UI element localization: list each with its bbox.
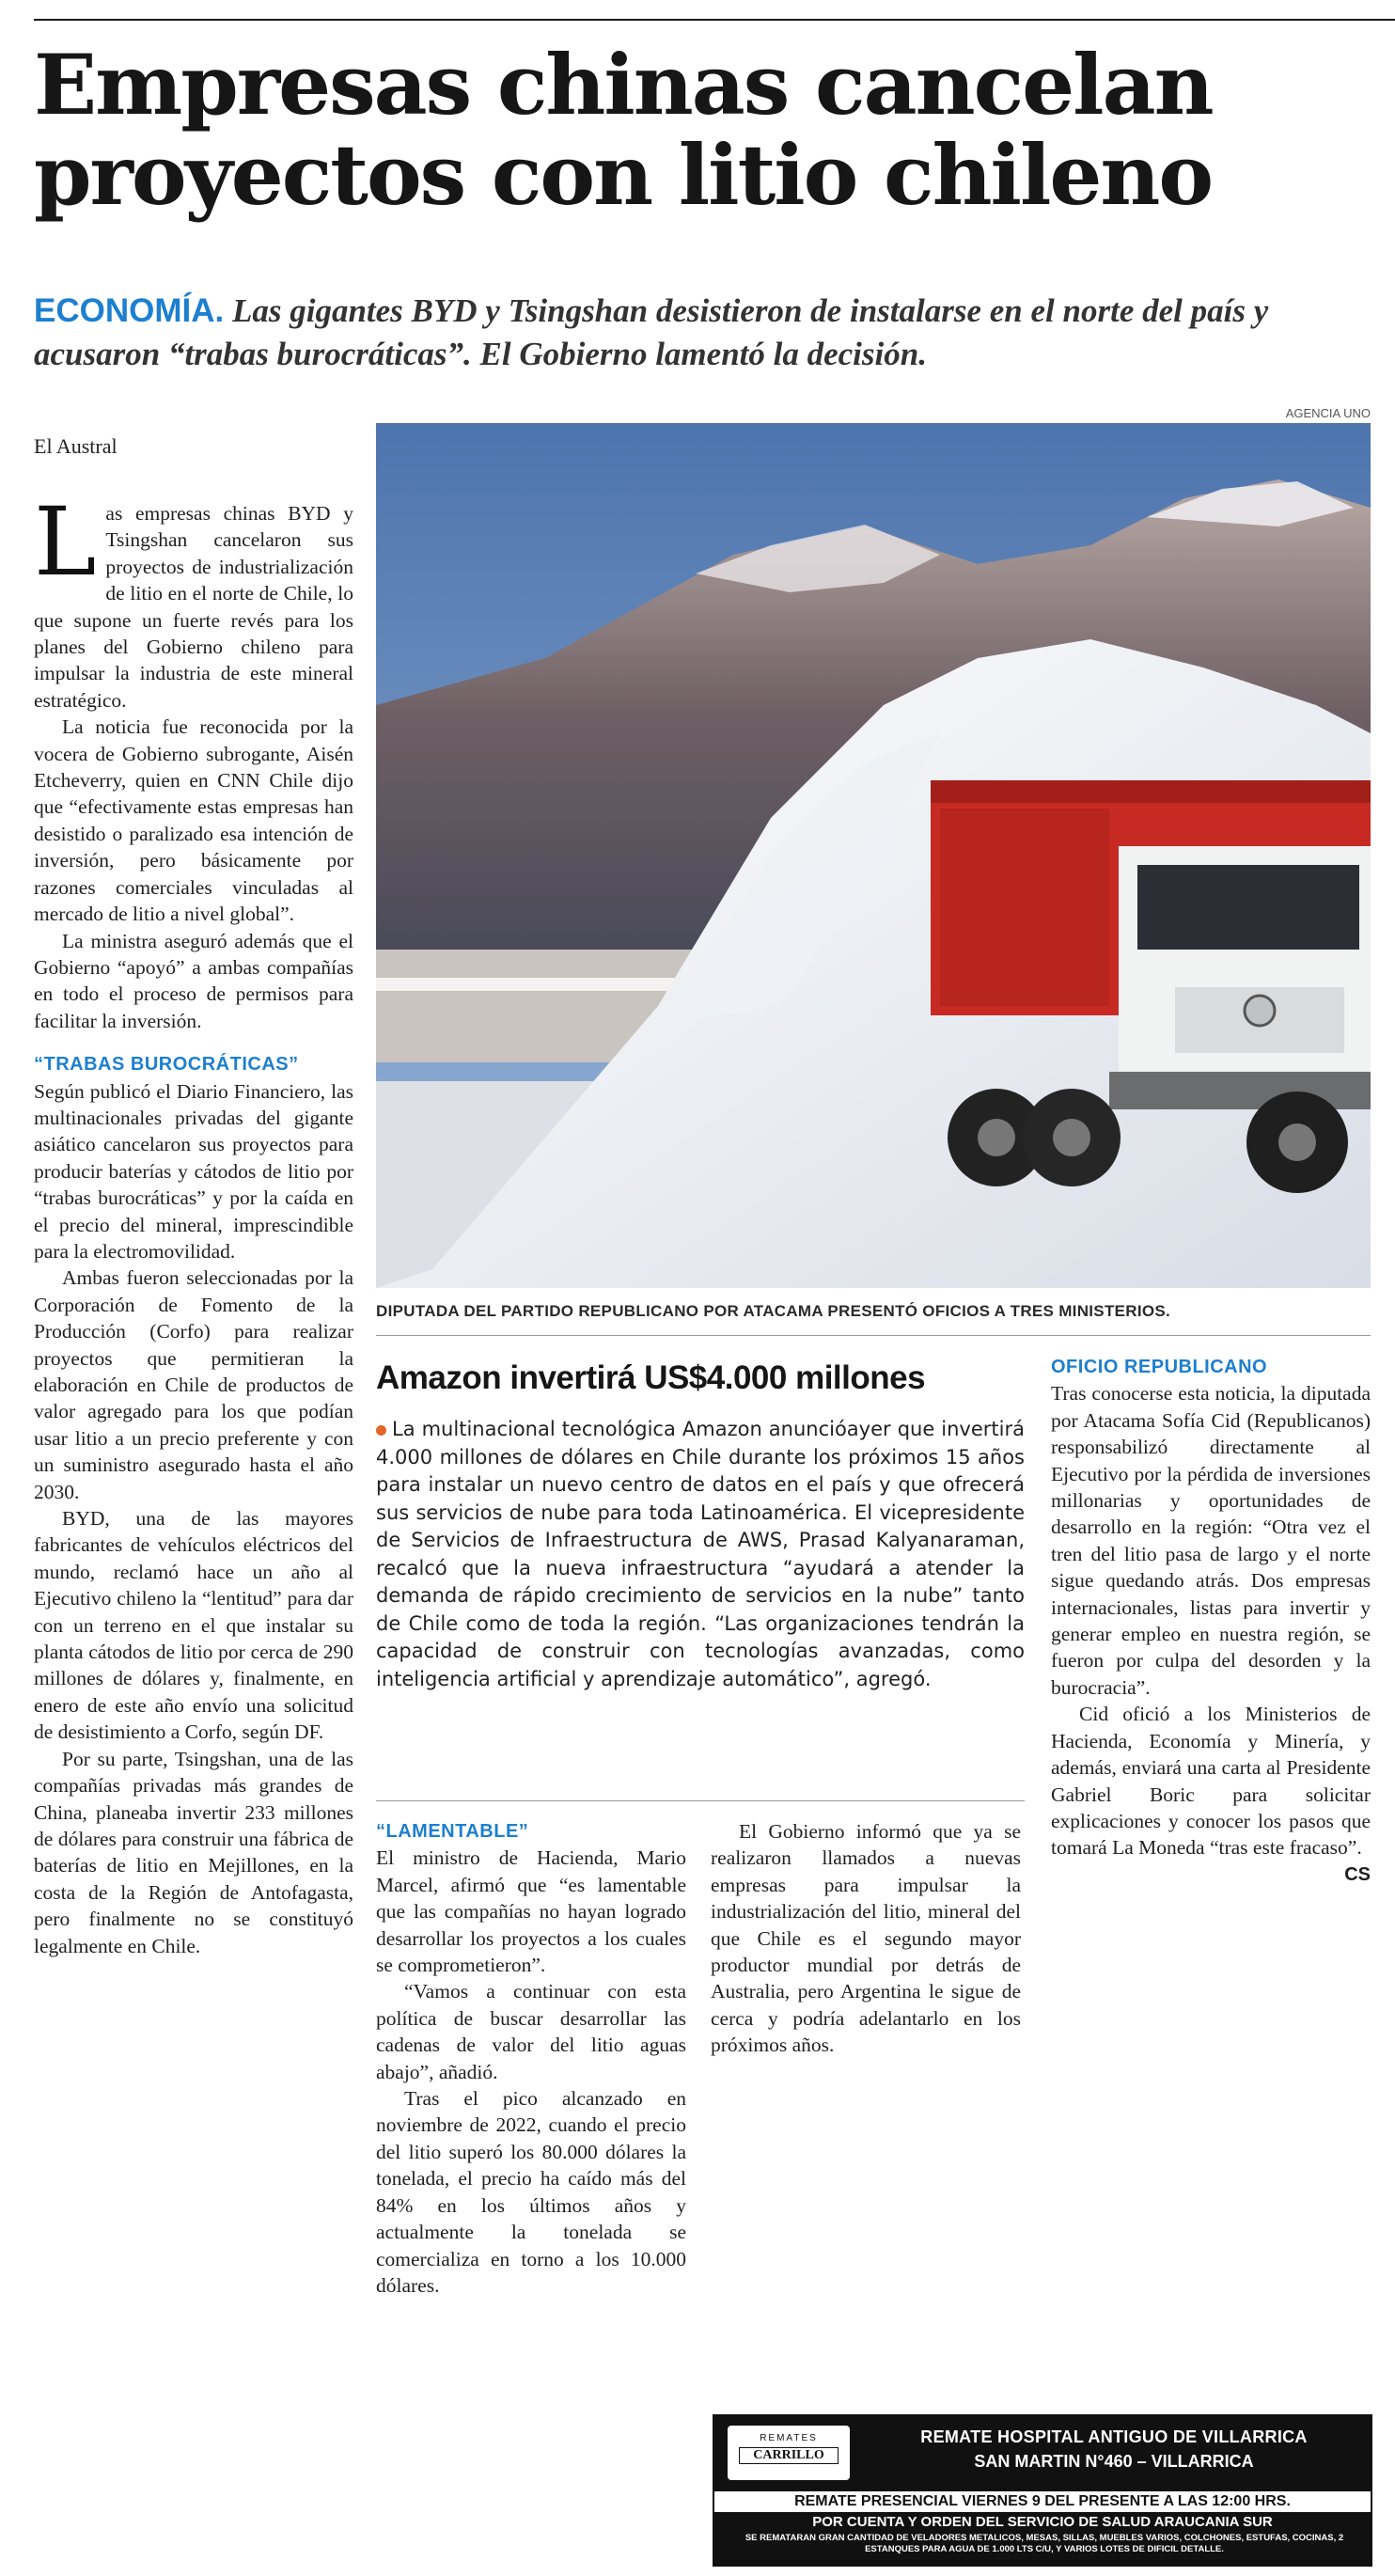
subhead-lamentable: “LAMENTABLE”: [376, 1821, 529, 1842]
paragraph-8: El ministro de Hacienda, Mario Marcel, afirmó que “es lamentable que las compañías no hayan logrado desarrollar los proyectos a los cuales se comprometieron”.: [376, 1846, 686, 1977]
end-mark: CS: [1344, 1863, 1371, 1885]
auction-logo: REMATES CARRILLO: [728, 2426, 850, 2480]
paragraph-12: Tras conocerse esta noticia, la diputada por Atacama Sofía Cid (Republicanos) responsabilizó directamente al Ejecutivo por la pérdida de inversiones millonarias y oportunidades de desarrollo en la región: “Otra vez el tren del litio pasa de largo y el norte sigue quedando atrás. Dos empresas internacionales, listas para invertir y generar empleo en nuestra región, se fueron por culpa del desorden y la burocracia”.: [1051, 1382, 1371, 1699]
sidebar-title: Amazon invertirá US$4.000 millones: [376, 1359, 926, 1396]
paragraph-7: Por su parte, Tsingshan, una de las compañías privadas más grandes de China, planeaba invertir 233 millones de dólares para construir una fábrica de baterías de litio en Mejillones, en la costa de la Región de Antofagasta, pero finalmente no se constituyó legalmente en Chile.: [34, 1747, 353, 1957]
ad-on-behalf: POR CUENTA Y ORDEN DEL SERVICIO DE SALUD ARAUCANIA SUR: [812, 2514, 1273, 2530]
paragraph-3: La ministra aseguró además que el Gobierno “apoyó” a ambas compañías en todo el proceso de permisos para facilitar la inversión.: [34, 929, 353, 1032]
ad-heading: REMATE HOSPITAL ANTIGUO DE VILLARRICA: [920, 2427, 1308, 2446]
ad-items: SE REMATARAN GRAN CANTIDAD DE VELADORES METALICOS, MESAS, SILLAS, MUEBLES VARIOS, COLCHONES, ESTUFAS, COCINAS, 2 ESTANQUES PARA AGUA DE 1.000 LTS C/U, Y VARIOS LOTES DE DIFICIL DETALLE.: [745, 2533, 1344, 2554]
article-photo: [376, 423, 1371, 1288]
paragraph-6: BYD, una de las mayores fabricantes de vehículos eléctricos del mundo, reclamó hace un año al Ejecutivo chileno la “lentitud” para dar con un terreno en el que instalar su planta cátodos de litio por cerca de 290 millones de dólares y, finalmente, en enero de este año envío una solicitud de desistimiento a Corfo, según DF.: [34, 1507, 353, 1744]
dropcap: L: [34, 500, 97, 597]
article-column-1: [34, 500, 353, 2568]
paragraph-11: El Gobierno informó que ya se realizaron llamados a nuevas empresas para impulsar la industrialización del litio, mineral del que Chile es el segundo mayor productor mundial por detrás de Australia, pero Argentina le sigue de cerca y podría adelantarlo en los próximos años.: [711, 1820, 1021, 2057]
article-column-2: [376, 1818, 686, 2561]
dek-text: Las gigantes BYD y Tsingshan desistieron de instalarse en el norte del país y acusaron “trabas burocráticas”. El Gobierno lamentó la decisión.: [34, 292, 1269, 372]
paragraph-5: Ambas fueron seleccionadas por la Corporación de Fomento de la Producción (Corfo) para realizar proyectos que permitieran la elaboración en Chile de productos de valor agregado para los que podían usar litio a un precio preferente y con un suministro asegurado hasta el año 2030.: [34, 1266, 353, 1503]
top-rule: [34, 19, 1395, 21]
subhead-trabas: “TRABAS BUROCRÁTICAS”: [34, 1054, 299, 1076]
paragraph-10: Tras el pico alcanzado en noviembre de 2022, cuando el precio del litio superó los 80.000 dólares la tonelada, el precio ha caído más del 84% en los últimos años y actualmente la tonelada se comercializa en torno a los 10.000 dólares.: [376, 2087, 686, 2297]
sidebar-rule: [376, 1800, 1025, 1801]
auction-advertisement: [713, 2414, 1372, 2567]
dek: [34, 290, 1369, 376]
photo-credit: AGENCIA UNO: [1285, 406, 1371, 420]
article-column-4: [1051, 1354, 1371, 2379]
headline: Empresas chinas cancelan proyectos con litio chileno: [34, 36, 1213, 224]
caption-rule: [376, 1335, 1371, 1336]
byline: El Austral: [34, 434, 118, 458]
salt-truck-photo: [376, 423, 1371, 1288]
paragraph-9: “Vamos a continuar con esta política de buscar desarrollar las cadenas de valor del litio aguas abajo”, añadió.: [376, 1980, 686, 2083]
paragraph-4: Según publicó el Diario Financiero, las multinacionales privadas del gigante asiático cancelaron sus proyectos para producir baterías y cátodos de litio por “trabas burocráticas” y por la caída en el precio del mineral, imprescindible para la electromovilidad.: [34, 1079, 353, 1263]
photo-caption: DIPUTADA DEL PARTIDO REPUBLICANO POR ATACAMA PRESENTÓ OFICIOS A TRES MINISTERIOS.: [376, 1302, 1171, 1320]
paragraph-13: Cid ofició a los Ministerios de Hacienda, Economía y Minería, y además, enviará una carta al Presidente Gabriel Boric para solicitar explicaciones y conocer los pasos que tomará La Moneda “tras este fracaso”. CS: [1051, 1701, 1371, 1861]
amazon-sidebar: [376, 1359, 1025, 1801]
paragraph-1: Las empresas chinas BYD y Tsingshan cancelaron sus proyectos de industrialización de litio en el norte de Chile, lo que supone un fuerte revés para los planes del Gobierno chileno para impulsar la industria de este mineral estratégico.: [34, 500, 353, 712]
paragraph-2: La noticia fue reconocida por la vocera de Gobierno subrogante, Aisén Etcheverry, quien en CNN Chile dijo que “efectivamente estas empresas han desistido o paralizado esa intención de inversión, pero básicamente por razones comerciales vinculadas al mercado de litio a nivel global”.: [34, 715, 353, 926]
sidebar-body: La multinacional tecnológica Amazon anuncióayer que invertirá 4.000 millones de dólares en Chile durante los próximos 15 años para instalar un nuevo centro de datos en el país y que ofrecerá sus servicios de nube para toda Latinoamérica. El vicepresidente de Servicios de Infraestructura de AWS, Prasad Kalyanaraman, recalcó que la nueva infraestructura “ayudará a atender la demanda de rápido crecimiento de servicios en la nube” tanto de Chile como de toda la región. “Las organizaciones tendrán la capacidad de construir con tecnologías avanzadas, como inteligencia artificial y aprendizaje automático”, agregó.: [376, 1418, 1025, 1690]
subhead-oficio: OFICIO REPUBLICANO: [1051, 1357, 1268, 1377]
ad-date-band: REMATE PRESENCIAL VIERNES 9 DEL PRESENTE A LAS 12:00 HRS.: [714, 2491, 1371, 2512]
dek-kicker: ECONOMÍA.: [34, 292, 225, 329]
ad-address: SAN MARTIN N°460 – VILLARRICA: [974, 2452, 1254, 2471]
bullet-icon: [376, 1425, 386, 1436]
